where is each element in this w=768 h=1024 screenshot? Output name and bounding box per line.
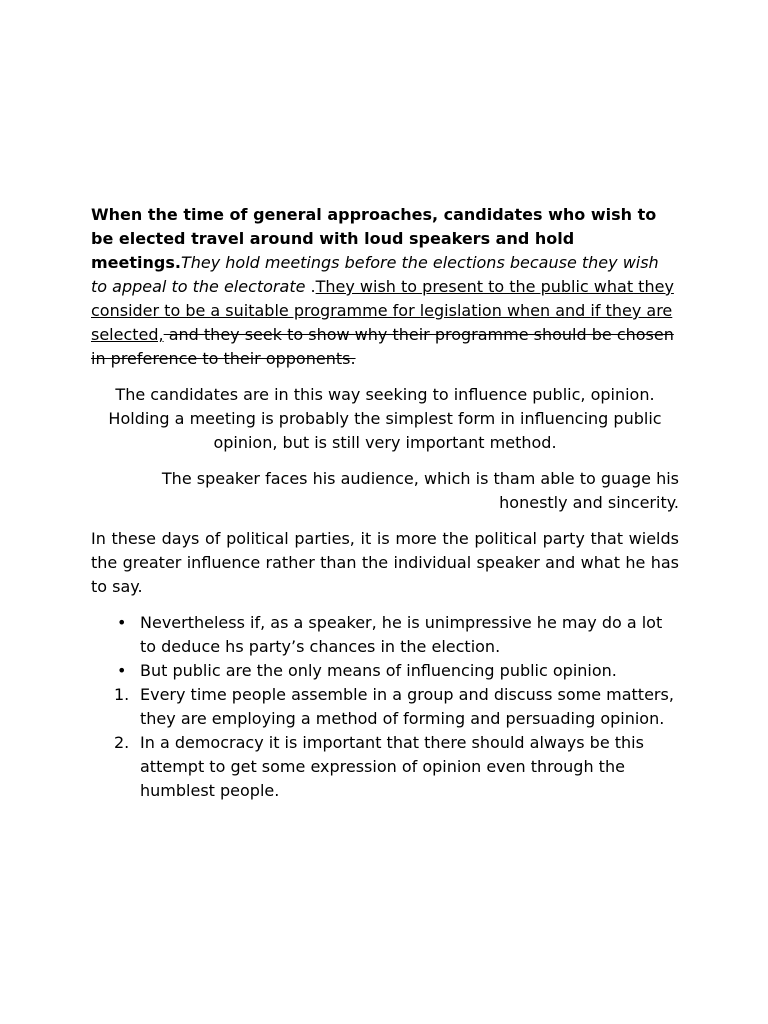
list-item — [91, 731, 679, 803]
list-item-text: But public are the only means of influencing public opinion. — [140, 661, 617, 680]
number-marker: 1. — [114, 685, 130, 704]
paragraph-candidates: The candidates are in this way seeking to influence public, opinion. Holding a meeting is probably the simplest form in influencing public opinion, but is still very important method. — [108, 385, 662, 452]
numbered-list — [91, 683, 679, 803]
bullet-list — [91, 611, 679, 683]
document-page — [91, 203, 679, 803]
list-item-text: Every time people assemble in a group and discuss some matters, they are employing a method of forming and persuading opinion. — [140, 685, 674, 728]
intro-separator: . — [305, 277, 316, 296]
list-item-text: In a democracy it is important that there should always be this attempt to get some expression of opinion even through the humblest people. — [140, 733, 644, 800]
list-item — [91, 611, 679, 659]
bullet-marker: • — [117, 613, 127, 632]
intro-underlined-text: They wish to present to the public what they consider to be a suitable programme for legislation when and if they are selected, — [91, 277, 674, 344]
list-item-text: Nevertheless if, as a speaker, he is unimpressive he may do a lot to deduce hs party’s chances in the election. — [140, 613, 663, 656]
bullet-marker: • — [117, 661, 127, 680]
paragraph-intro — [91, 203, 679, 371]
paragraph-political-parties: In these days of political parties, it is more the political party that wields the greater influence rather than the individual speaker and what he has to say. — [91, 529, 679, 596]
paragraph-speaker: The speaker faces his audience, which is tham able to guage his honestly and sincerity. — [161, 469, 679, 512]
list-item — [91, 659, 679, 683]
intro-strikethrough-text: and they seek to show why their programme should be chosen in preference to their opponents. — [91, 325, 674, 368]
intro-bold-text: When the time of general approaches, candidates who wish to be elected travel around with loud speakers and hold meetings. — [91, 205, 657, 272]
intro-italic-text: They hold meetings before the elections because they wish to appeal to the electorate — [91, 253, 659, 296]
list-item — [91, 683, 679, 731]
number-marker: 2. — [114, 733, 130, 752]
